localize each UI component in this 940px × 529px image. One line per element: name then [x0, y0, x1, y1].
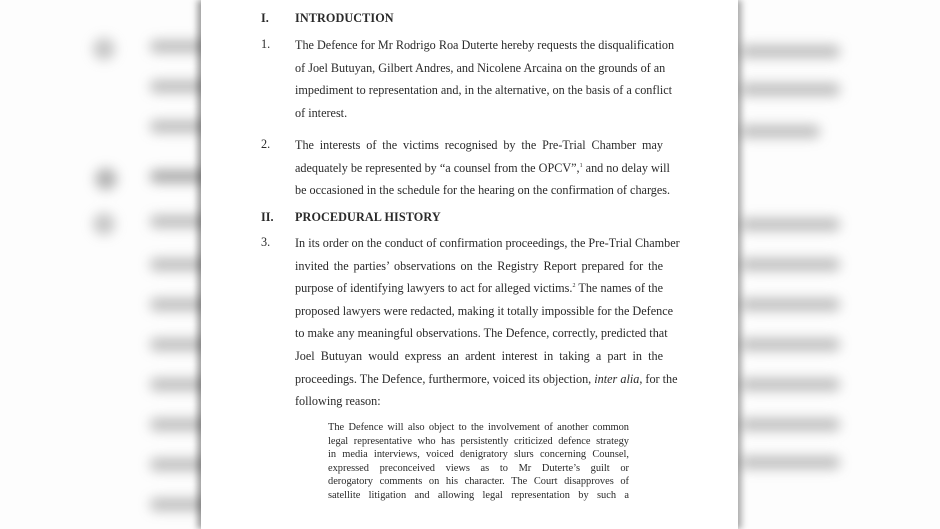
text-fragment: , for the	[639, 371, 678, 386]
text-fragment: adequately be represented by “a counsel from the OPCV”,	[295, 160, 580, 175]
text-line	[295, 157, 670, 180]
section-numeral: II.	[261, 210, 274, 224]
text-fragment: The names of the	[578, 281, 664, 296]
text-line: following reason:	[295, 394, 381, 409]
text-fragment: proceedings. The Defence, furthermore, voiced its objection,	[295, 371, 592, 386]
paragraph-body	[295, 34, 675, 124]
text-line: invited the parties’ observations on the Registry Report prepared for the	[295, 258, 663, 273]
text-fragment: purpose of identifying lawyers to act for alleged victims.	[295, 281, 573, 296]
text-line: impediment to representation and, in the alternative, on the basis of a conflict	[295, 83, 673, 98]
section-numeral: I.	[261, 11, 269, 25]
text-line: Joel Butuyan would express an ardent interest in taking a part in the	[295, 348, 663, 363]
section-title: INTRODUCTION	[295, 11, 394, 25]
paragraph-number: 2.	[261, 137, 271, 151]
text-line: The Defence for Mr Rodrigo Roa Duterte hereby requests the disqualification	[295, 38, 675, 52]
text-line: proposed lawyers were redacted, making it totally impossible for the Defence	[295, 303, 674, 318]
quote-line: legal representative who has persistently criticized defence strategy	[328, 435, 629, 447]
paragraph-number: 1.	[261, 37, 271, 51]
blur-dot	[93, 38, 115, 60]
blur-dot	[95, 168, 117, 190]
paragraph-number: 3.	[261, 235, 271, 249]
text-line: be occasioned in the schedule for the hearing on the confirmation of charges.	[295, 183, 671, 198]
quote-line: satellite litigation and allowing legal representation by such a	[328, 489, 629, 501]
blur-dot	[93, 213, 115, 235]
paragraph-body	[295, 134, 671, 202]
footnote-marker[interactable]: 2	[572, 283, 576, 290]
block-quote	[328, 421, 629, 503]
text-line	[295, 368, 678, 391]
text-line: The interests of the victims recognised by the Pre-Trial Chamber may	[295, 138, 663, 152]
text-line	[295, 277, 663, 300]
text-line: of Joel Butuyan, Gilbert Andres, and Nicolene Arcaina on the grounds of an	[295, 60, 666, 75]
quote-line: The Defence will also object to the involvement of another common	[328, 422, 629, 433]
footnote-marker[interactable]: 1	[579, 162, 583, 169]
section-title: PROCEDURAL HISTORY	[295, 210, 441, 224]
quote-line: in media interviews, voiced denigratory slurs concerning Counsel,	[328, 449, 629, 461]
text-line: of interest.	[295, 105, 348, 120]
document-page	[201, 0, 738, 529]
quote-line: expressed preconceived views as to Mr Duterte’s guilt or	[328, 462, 629, 474]
italic-latin-phrase: inter alia	[594, 371, 640, 386]
quote-line: derogatory comments on his character. The Court disapproves of	[328, 476, 629, 488]
text-fragment: and no delay will	[585, 160, 670, 175]
paragraph-body	[295, 232, 680, 413]
text-line: to make any meaningful observations. The Defence, correctly, predicted that	[295, 326, 668, 341]
text-line: In its order on the conduct of confirmation proceedings, the Pre-Trial Chamber	[295, 236, 680, 250]
